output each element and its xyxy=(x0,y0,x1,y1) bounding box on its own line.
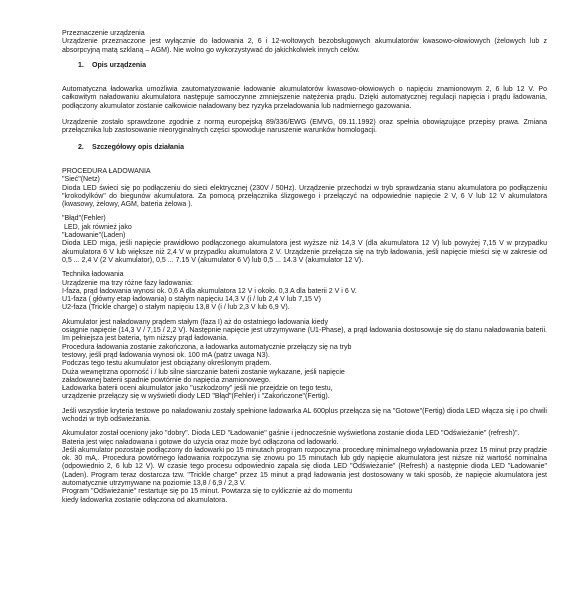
section-2-title: Szczegółowy opis działania xyxy=(92,143,185,151)
refresh-text: Jeśli akumulator pozostaje podłączony do ładowarki po 15 minutach program rozpoczyna procedurę minimalnego wyładowania przez 15 minut przy prądzie ok. 30 mA,. Procedura powtórnego ładowania rozpoczyna się znowu po 15 minutach lub gdy napięcie akumulatora jest niższe niż wartość nominalna (odpowiednio 2, 6 lub 12 V). W czasie tego procesu odpowiednio zapala się dioda LED "Odświeżanie" (Refresh) a następnie dioda LED "Ładowanie" (Laden). Program teraz dostarcza tzw. "Trickle charge" przez 15 minut a prąd ładowania jest dostosowany w taki sposób, że napięcie akumulatora jest automatycznie utrzymywane na poziomie 13,8 / 6,9 / 2,3 V. xyxy=(62,446,547,488)
procedure-title: PROCEDURA ŁADOWANIA xyxy=(62,167,151,175)
phase-line-1: Akumulator jest naładowany prądem stałym (faza I) aż do ostatniego ładowania kiedy xyxy=(62,318,328,326)
section-1-heading xyxy=(78,62,547,70)
charging-procedure xyxy=(62,168,547,209)
phase-line: testowy, jeśli prąd ładowania wynosi ok. 100 mA (patrz uwaga N3). xyxy=(62,351,270,359)
phase-line: Ładowarka baterii oceni akumulator jako "uszkodzony" jeśli nie przejdzie on tego testu, xyxy=(62,385,333,393)
section-1-title: Opis urządzenia xyxy=(92,61,147,69)
error-led-text: Dioda LED miga, jeśli napięcie prawidłowo podłączonego akumulatora jest wyższe niż 14,3 V (dla akumulatora 12 V) lub powyżej 7,15 V w przypadku akumulatora 6 V lub większe niż 2,4 V w przypadku akumulatora 2 V. Urządzenie przełącza się na tryb ładowania, jeśli napięcie mieści się w zakresie od 0,5 ... 2,4 V (2 V akumulator), 0,5 ... 7.15 V (akumulator 6 V) lub 0,5 ... 14.3 V (akumulator 12 V). xyxy=(62,240,547,264)
technique-line: Urządzenie ma trzy różne fazy ładowania: xyxy=(62,279,193,287)
section-2-number: 2. xyxy=(78,143,84,151)
error-led-label: "Błąd"(Fehler) xyxy=(62,215,106,223)
refresh-line: Akumulator został oceniony jako "dobry". Dioda LED "Ładowanie" gaśnie i jednocześnie wyświetlona zostanie dioda LED "Odświeżanie" (refresh)". xyxy=(62,430,520,438)
intended-use-text: Urządzenie przeznaczone jest wyłącznie do ładowania 2, 6 i 12-woltowych bezobsługowych akumulatorów kwasowo-ołowiowych (żelowych lub z absorpcyjną matą szklaną – AGM). Nie wolno go wykorzystywać do jakichkolwiek innych celów. xyxy=(62,38,547,54)
charging-phases xyxy=(62,319,547,402)
error-led-block xyxy=(62,215,547,265)
section-1-number: 1. xyxy=(78,61,84,69)
technique-line: I-faza, prąd ładowania wynosi ok. 0,6 A dla akumulatora 12 V i około. 0,3 A dla baterii 2 V i 6 V. xyxy=(62,287,357,295)
phase-line: Procedura ładowania zostanie zakończona, a ładowarka automatycznie przełączy się na tryb xyxy=(62,343,352,351)
phase-line: Podczas tego testu akumulator jest obciążany określonym prądem. xyxy=(62,360,272,368)
section-1-paragraph-2: Urządzenie zostało sprawdzone zgodnie z normą europejską 89/336/EWG (EMVG, 09.11.1992) oraz spełnia obowiązujące przepisy prawa. Zmiana przełącznika lub zastosowanie nieoryginalnych części spowoduje naruszenie warunków homologacji. xyxy=(62,119,547,135)
closing-line: Program "Odświeżanie" restartuje się po 15 minut. Powtarza się to cyklicznie aż do momentu xyxy=(62,488,353,496)
charging-led-label: "Ładowanie"(Laden) xyxy=(62,232,126,240)
success-text: Jeśli wszystkie kryteria testowe po naładowaniu zostały spełnione ładowarka AL 600plus przełącza się na "Gotowe"(Fertig) dioda LED włącza się i po chwili wchodzi w tryb odświeżania. xyxy=(62,407,547,423)
intended-use-title: Przeznaczenie urządzenia xyxy=(62,30,145,37)
section-1-paragraph-1: Automatyczna ładowarka umożliwia zautomatyzowanie ładowanie akumulatorów kwasowo-ołowiowych o napięciu znamionowym 2, 6 lub 12 V. Po całkowitym naładowaniu akumulatora następuje samoczynne zmniejszenie natężenia prądu. Dzięki automatycznej regulacji napięcia i prądu ładowania, podłączony akumulator zostanie całkowicie naładowany bez ryzyka przeładowania lub nadmiernego gazowania. xyxy=(62,86,547,110)
section-2-heading xyxy=(78,144,547,152)
refresh-block xyxy=(62,430,547,505)
intended-use-section xyxy=(62,30,547,55)
refresh-line: Bateria jest więc naładowana i gotowe do użycia oraz może być odłączona od ładowarki. xyxy=(62,438,339,446)
charging-technique xyxy=(62,271,547,312)
technique-line: U2-faza (Trickle charge) o stałym napięciu 13,8 V (i / lub 2,3 V lub 6,9 V). xyxy=(62,304,290,312)
phase-line: Duża wewnętrzna oporność i / lub silne siarczanie baterii zostanie wykazane, jeśli napięcie xyxy=(62,368,345,376)
technique-line: U1-faza ( główny etap ładowania) o stałym napięciu 14,3 V (i / lub 2,4 V lub 7,15 V) xyxy=(62,296,321,304)
phase-line-2: osiągnie napięcie (14,3 V / 7,15 / 2,2 V). Następnie napięcie jest utrzymywane (U1-Phase), a prąd ładowania dostosowuje się do stanu naładowania baterii. Im pełniejsza jest bateria, tym niższy prąd ładowania. xyxy=(62,327,547,343)
phase-line: załadowanej baterii spadnie powtórnie do napięcia znamionowego. xyxy=(62,376,271,384)
closing-line: kiedy ładowarka zostanie odłączona od akumulatora. xyxy=(62,496,228,504)
technique-title: Technika ładowania xyxy=(62,271,124,279)
mains-led-label: "Sieć"(Netz) xyxy=(62,176,100,184)
phase-line: urządzenie przełączy się w wyświetli diody LED "Błąd"(Fehler) i "Zakończone"(Fertig). xyxy=(62,393,330,401)
error-led-line-2: LED, jak również jako xyxy=(64,223,132,231)
mains-led-text: Dioda LED świeci się po podłączeniu do sieci elektrycznej (230V / 50Hz). Urządzenie przechodzi w tryb sprawdzania stanu akumulatora po podłączeniu "krokodylków" do biegunów akumulatora. Za pomocą przełącznika ślizgowego i przełączyć na odpowiednie napięcie 2 V, 6 V lub 12 V akumulatora (kwasowy, żelowy, AGM, bateria żelowa ). xyxy=(62,184,547,209)
